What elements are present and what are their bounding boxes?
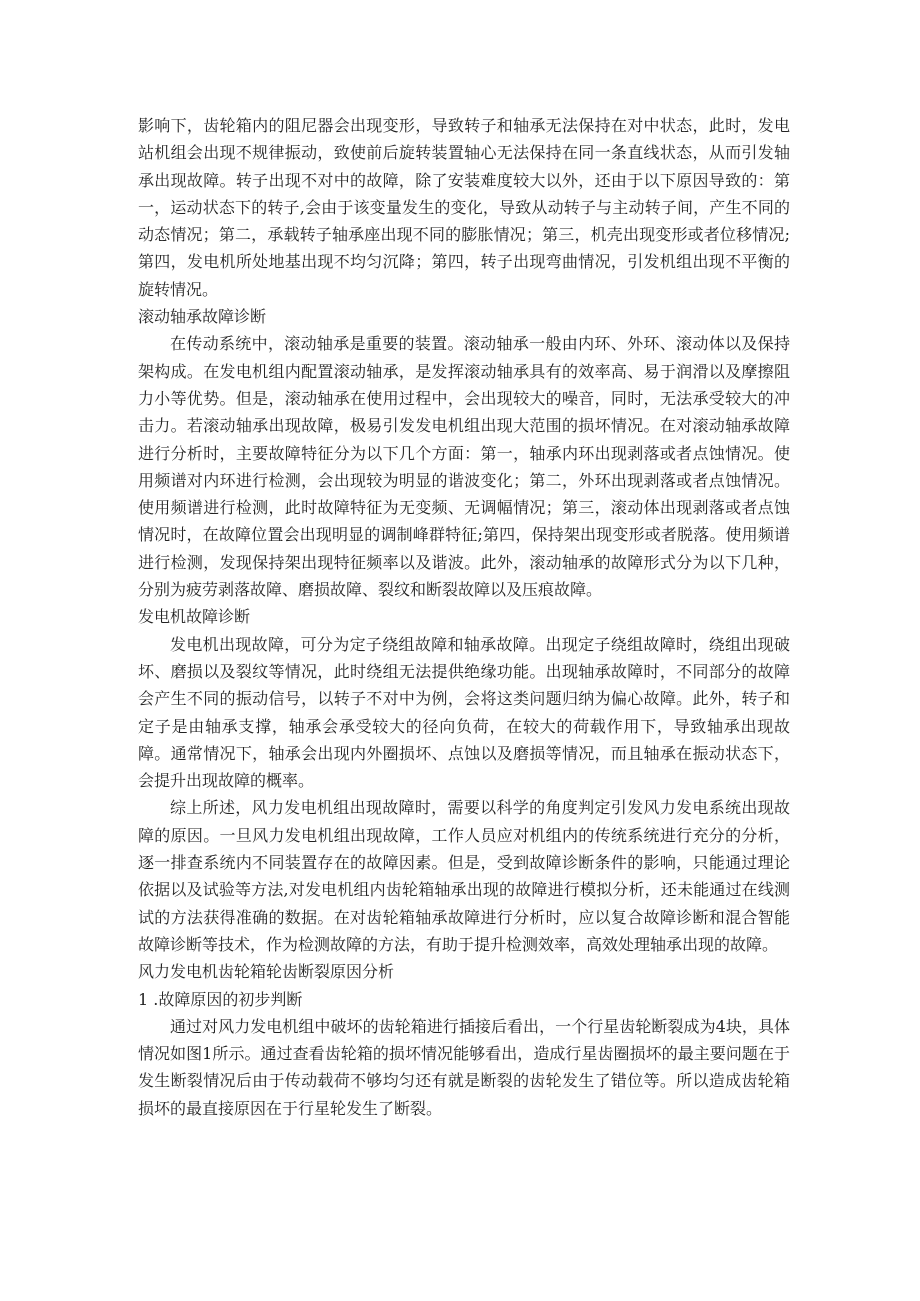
paragraph-gearbox-misalignment: 影响下，齿轮箱内的阻尼器会出现变形，导致转子和轴承无法保持在对中状态，此时，发电站机组会出现不规律振动，致使前后旋转装置轴心无法保持在同一条直线状态，从而引发轴承出现故障。转子出现不对中的故障，除了安装难度较大以外，还由于以下原因导致的：第一，运动状态下的转子,会由于该变量发生的变化，导致从动转子与主动转子间，产生不同的动态情况；第二，承载转子轴承座出现不同的膨胀情况；第三，机壳出现变形或者位移情况;第四，发电机所处地基出现不均匀沉降；第四，转子出现弯曲情况，引发机组出现不平衡的旋转情况。 (138, 116, 790, 299)
paragraph-rolling-bearing: 在传动系统中，滚动轴承是重要的装置。滚动轴承一般由内环、外环、滚动体以及保持架构成。在发电机组内配置滚动轴承，是发挥滚动轴承具有的效率高、易于润滑以及摩擦阻力小等优势。但是，滚动轴承在使用过程中，会出现较大的噪音，同时，无法承受较大的冲击力。若滚动轴承出现故障，极易引发发电机组出现大范围的损坏情况。在对滚动轴承故障进行分析时，主要故障特征分为以下几个方面：第一，轴承内环出现剥落或者点蚀情况。使用频谱对内环进行检测，会出现较为明显的谐波变化；第二，外环出现剥落或者点蚀情况。使用频谱进行检测，此时故障特征为无变频、无调幅情况；第三，滚动体出现剥落或者点蚀情况时，在故障位置会出现明显的调制峰群特征;第四，保持架出现变形或者脱落。使用频谱进行检测，发现保持架出现特征频率以及谐波。此外，滚动轴承的故障形式分为以下几种，分别为疲劳剥落故障、磨损故障、裂纹和断裂故障以及压痕故障。 (138, 334, 790, 600)
section-heading-rolling-bearing: 滚动轴承故障诊断 (138, 307, 267, 327)
paragraph-preliminary-judgment: 通过对风力发电机组中破坏的齿轮箱进行插接后看出，一个行星齿轮断裂成为4块，具体情况如图1所示。通过查看齿轮箱的损坏情况能够看出，造成行星齿圈损坏的最主要问题在于发生断裂情况后由于传动载荷不够均匀还有就是断裂的齿轮发生了错位等。所以造成齿轮箱损坏的最直接原因在于行星轮发生了断裂。 (138, 1016, 790, 1118)
document-body (138, 112, 790, 1122)
section-heading-gear-tooth-fracture: 风力发电机齿轮箱轮齿断裂原因分析 (138, 962, 395, 982)
paragraph-generator: 发电机出现故障，可分为定子绕组故障和轴承故障。出现定子绕组故障时，绕组出现破坏、磨损以及裂纹等情况，此时绕组无法提供绝缘功能。出现轴承故障时，不同部分的故障会产生不同的振动信号，以转子不对中为例，会将这类问题归纳为偏心故障。此外，转子和定子是由轴承支撑，轴承会承受较大的径向负荷，在较大的荷载作用下，导致轴承出现故障。通常情况下，轴承会出现内外圈损坏、点蚀以及磨损等情况，而且轴承在振动状态下，会提升出现故障的概率。 (138, 634, 790, 791)
subsection-heading-preliminary-judgment: 1 .故障原因的初步判断 (138, 989, 303, 1009)
paragraph-summary: 综上所述，风力发电机组出现故障时，需要以科学的角度判定引发风力发电系统出现故障的原因。一旦风力发电机组出现故障，工作人员应对机组内的传统系统进行充分的分析，逐一排查系统内不同装置存在的故障因素。但是，受到故障诊断条件的影响，只能通过理论依据以及试验等方法,对发电机组内齿轮箱轴承出现的故障进行模拟分析，还未能通过在线测试的方法获得准确的数据。在对齿轮箱轴承故障进行分析时，应以复合故障诊断和混合智能故障诊断等技术，作为检测故障的方法，有助于提升检测效率，高效处理轴承出现的故障。 (138, 798, 790, 954)
section-heading-generator: 发电机故障诊断 (138, 607, 251, 627)
